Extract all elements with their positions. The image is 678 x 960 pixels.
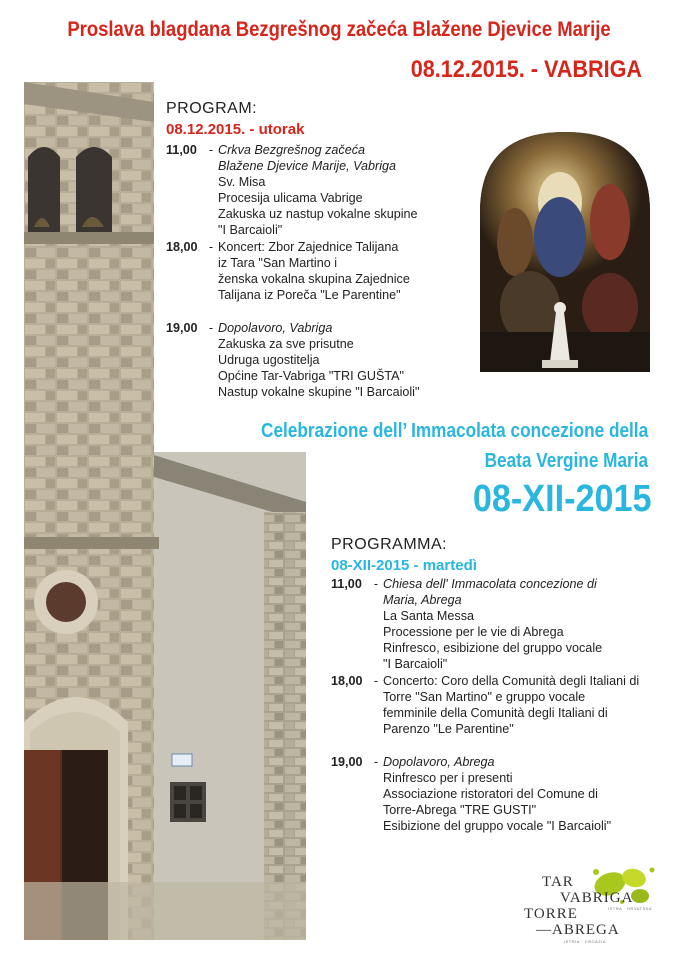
- logo-torre: TORRE: [524, 906, 578, 922]
- date-place-hr: 08.12.2015. - VABRIGA: [410, 56, 642, 83]
- program-heading-it: PROGRAMMA:: [331, 536, 448, 553]
- title-it-line1: Celebrazione dell’ Immacolata concezione della: [260, 420, 648, 442]
- entry-line: Maria, Abrega: [383, 593, 462, 607]
- logo-sub-it: ISTRIA · CROAZIA: [564, 939, 607, 944]
- entry-line: Esibizione del gruppo vocale "I Barcaioli": [383, 819, 612, 833]
- entry-time: 11,00: [331, 577, 362, 591]
- entry-line: femminile della Comunità degli Italiani di: [383, 706, 608, 720]
- entry-time: 19,00: [331, 755, 363, 769]
- entry-line: Concerto: Coro della Comunità degli Italiani di: [383, 674, 640, 688]
- program-entry-hr-3: [166, 320, 420, 399]
- program-date-hr: 08.12.2015. - utorak: [166, 121, 305, 138]
- program-entry-hr-2: [166, 239, 410, 302]
- entry-line: Općine Tar-Vabriga "TRI GUŠTA": [218, 369, 405, 383]
- entry-time: 18,00: [331, 674, 363, 688]
- entry-line: "I Barcaioli": [218, 223, 283, 237]
- entry-line: Dopolavoro, Vabriga: [218, 321, 333, 335]
- logo-vabriga: VABRIGA: [560, 890, 634, 906]
- entry-dash: -: [373, 674, 379, 688]
- entry-line: Rinfresco per i presenti: [383, 771, 513, 785]
- logo-abrega: —ABREGA: [536, 922, 620, 938]
- title-it-line2: Beata Vergine Maria: [484, 450, 648, 472]
- entry-line: Blažene Djevice Marije, Vabriga: [218, 159, 397, 173]
- program-date-it: 08-XII-2015 - martedì: [331, 557, 477, 574]
- immaculate-conception-painting: [480, 132, 650, 372]
- entry-line: Zakuska za sve prisutne: [218, 337, 354, 351]
- entry-line: Sv. Misa: [218, 175, 266, 189]
- entry-dash: -: [208, 143, 214, 157]
- entry-line: ženska vokalna skupina Zajednice: [218, 272, 410, 286]
- program-entry-it-2: [331, 673, 640, 736]
- entry-dash: -: [208, 321, 214, 335]
- entry-line: Rinfresco, esibizione del gruppo vocale: [383, 641, 603, 655]
- entry-line: Udruga ugostitelja: [218, 353, 320, 367]
- entry-line: La Santa Messa: [383, 609, 475, 623]
- entry-line: "I Barcaioli": [383, 657, 448, 671]
- entry-time: 11,00: [166, 143, 197, 157]
- entry-line: Zakuska uz nastup vokalne skupine: [218, 207, 418, 221]
- page-title-hr: Proslava blagdana Bezgrešnog začeća Blažene Djevice Marije: [67, 18, 611, 41]
- date-it: 08-XII-2015: [473, 478, 652, 520]
- entry-time: 18,00: [166, 240, 198, 254]
- entry-line: Torre-Abrega "TRE GUSTI": [383, 803, 537, 817]
- logo-tar: TAR: [542, 874, 574, 890]
- tar-vabriga-logo: [520, 862, 670, 952]
- program-entry-it-3: [331, 754, 612, 833]
- entry-line: Koncert: Zbor Zajednice Talijana: [218, 240, 399, 254]
- entry-line: Associazione ristoratori del Comune di: [383, 787, 598, 801]
- entry-line: Torre "San Martino" e gruppo vocale: [383, 690, 586, 704]
- entry-line: Procesija ulicama Vabrige: [218, 191, 363, 205]
- entry-time: 19,00: [166, 321, 198, 335]
- program-entry-it-1: [331, 576, 603, 671]
- entry-dash: -: [373, 755, 379, 769]
- entry-line: Nastup vokalne skupine "I Barcaioli": [218, 385, 420, 399]
- entry-dash: -: [373, 577, 379, 591]
- entry-line: Chiesa dell' Immacolata concezione di: [383, 577, 597, 591]
- logo-sub-hr: ISTRA · HRVATSKA: [608, 906, 653, 911]
- entry-line: Crkva Bezgrešnog začeća: [218, 143, 365, 157]
- entry-line: Talijana iz Poreča "Le Parentine": [218, 288, 401, 302]
- entry-line: Dopolavoro, Abrega: [383, 755, 495, 769]
- program-heading-hr: PROGRAM:: [166, 100, 258, 117]
- entry-line: Processione per le vie di Abrega: [383, 625, 564, 639]
- program-entry-hr-1: [166, 142, 418, 237]
- entry-line: Parenzo "Le Parentine": [383, 722, 514, 736]
- entry-line: iz Tara "San Martino i: [218, 256, 338, 270]
- entry-dash: -: [208, 240, 214, 254]
